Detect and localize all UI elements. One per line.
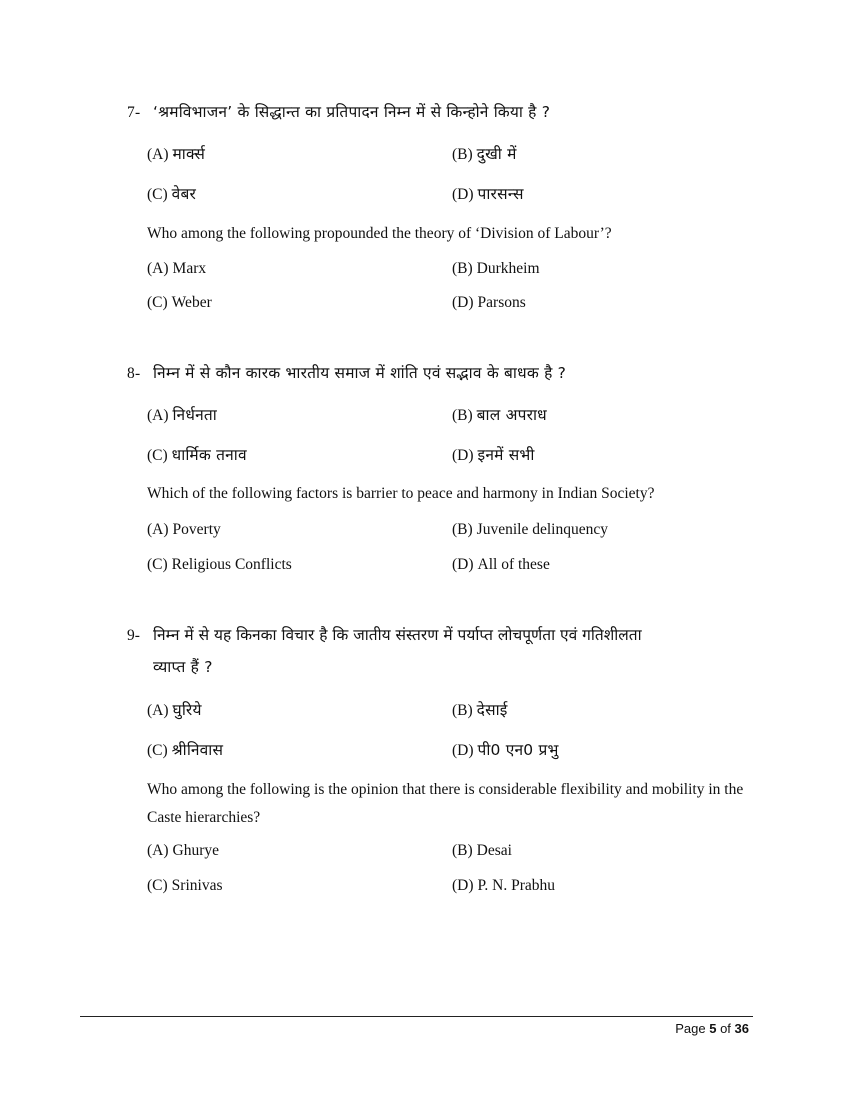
question-text: ‘श्रमविभाजन’ के सिद्धान्त का प्रतिपादन निम्न में से किन्होने किया है ? [153,103,551,121]
total-pages: 36 [734,1021,749,1036]
option-label: (B) [452,407,473,424]
option-label: (B) [452,521,473,538]
question-7-hindi [127,96,752,129]
option-text: धार्मिक तनाव [171,446,247,464]
option-text: Marx [172,260,207,277]
option-label: (D) [452,877,474,894]
question-9-english: Who among the following is the opinion that there is considerable flexibility and mobility in the Caste hierarchies? [147,781,744,826]
option-c-hindi [147,445,247,466]
question-number: 9- [127,627,140,644]
option-text: मार्क्स [172,145,206,163]
option-label: (B) [452,146,473,163]
option-text: वेबर [171,185,197,203]
option-label: (A) [147,842,169,859]
option-label: (A) [147,702,169,719]
option-text: Ghurye [172,842,220,859]
option-text: घुरिये [172,701,202,719]
of-word: of [720,1021,731,1036]
option-a-hindi [147,405,217,426]
option-label: (D) [452,556,474,573]
current-page: 5 [709,1021,717,1036]
option-text: All of these [477,556,550,573]
option-text: Poverty [172,521,221,538]
option-text: इनमें सभी [477,446,535,464]
option-a-english [147,259,206,279]
question-9-hindi [127,619,752,652]
option-a-english [147,520,221,540]
option-label: (C) [147,186,168,203]
option-b-hindi [452,405,547,426]
option-c-hindi [147,740,223,761]
option-text: बाल अपराध [476,406,547,424]
option-text: Parsons [477,294,526,311]
option-d-hindi [452,445,535,466]
page-number [675,1021,749,1036]
option-label: (A) [147,260,169,277]
option-text: दुखी में [476,145,517,163]
option-label: (A) [147,521,169,538]
option-text: पी0 एन0 प्रभु [477,741,559,759]
option-text: Weber [171,294,212,311]
option-label: (C) [147,556,168,573]
option-label: (C) [147,742,168,759]
option-a-english [147,841,219,861]
question-text: निम्न में से यह किनका विचार है कि जातीय संस्तरण में पर्याप्त लोचपूर्णता एवं गतिशीलता [153,626,642,644]
option-label: (D) [452,294,474,311]
question-8-hindi [127,357,752,390]
option-b-hindi [452,144,517,165]
option-d-english [452,293,526,313]
option-d-english [452,876,555,896]
option-text: Juvenile delinquency [476,521,608,538]
option-label: (D) [452,186,474,203]
option-text: निर्धनता [172,406,217,424]
option-label: (A) [147,146,169,163]
option-c-english [147,555,292,575]
option-label: (A) [147,407,169,424]
option-label: (B) [452,842,473,859]
option-b-english [452,520,608,540]
option-text: Religious Conflicts [171,556,292,573]
option-text: पारसन्स [477,185,524,203]
option-d-hindi [452,184,524,205]
option-b-hindi [452,700,508,721]
option-label: (C) [147,294,168,311]
option-a-hindi [147,144,205,165]
option-c-english [147,293,212,313]
option-text: देसाई [476,701,508,719]
option-text: श्रीनिवास [171,741,224,759]
option-label: (C) [147,877,168,894]
option-c-hindi [147,184,196,205]
question-9-hindi-continued: व्याप्त हैं ? [153,658,213,676]
question-number: 7- [127,104,141,121]
question-text: निम्न में से कौन कारक भारतीय समाज में शांति एवं सद्भाव के बाधक है ? [153,364,567,382]
option-label: (D) [452,447,474,464]
option-a-hindi [147,700,202,721]
option-text: Durkheim [476,260,540,277]
option-label: (B) [452,702,473,719]
option-text: Desai [476,842,512,859]
question-7-english: Who among the following propounded the theory of ‘Division of Labour’? [147,225,612,242]
option-b-english [452,259,540,279]
footer-divider [80,1016,753,1017]
question-number: 8- [127,365,141,382]
question-8-english: Which of the following factors is barrier to peace and harmony in Indian Society? [147,485,655,502]
option-c-english [147,876,222,896]
option-text: Srinivas [171,877,223,894]
option-d-english [452,555,550,575]
page-word: Page [675,1021,706,1036]
option-label: (C) [147,447,168,464]
option-label: (B) [452,260,473,277]
option-d-hindi [452,740,559,761]
option-b-english [452,841,512,861]
option-text: P. N. Prabhu [477,877,556,894]
option-label: (D) [452,742,474,759]
